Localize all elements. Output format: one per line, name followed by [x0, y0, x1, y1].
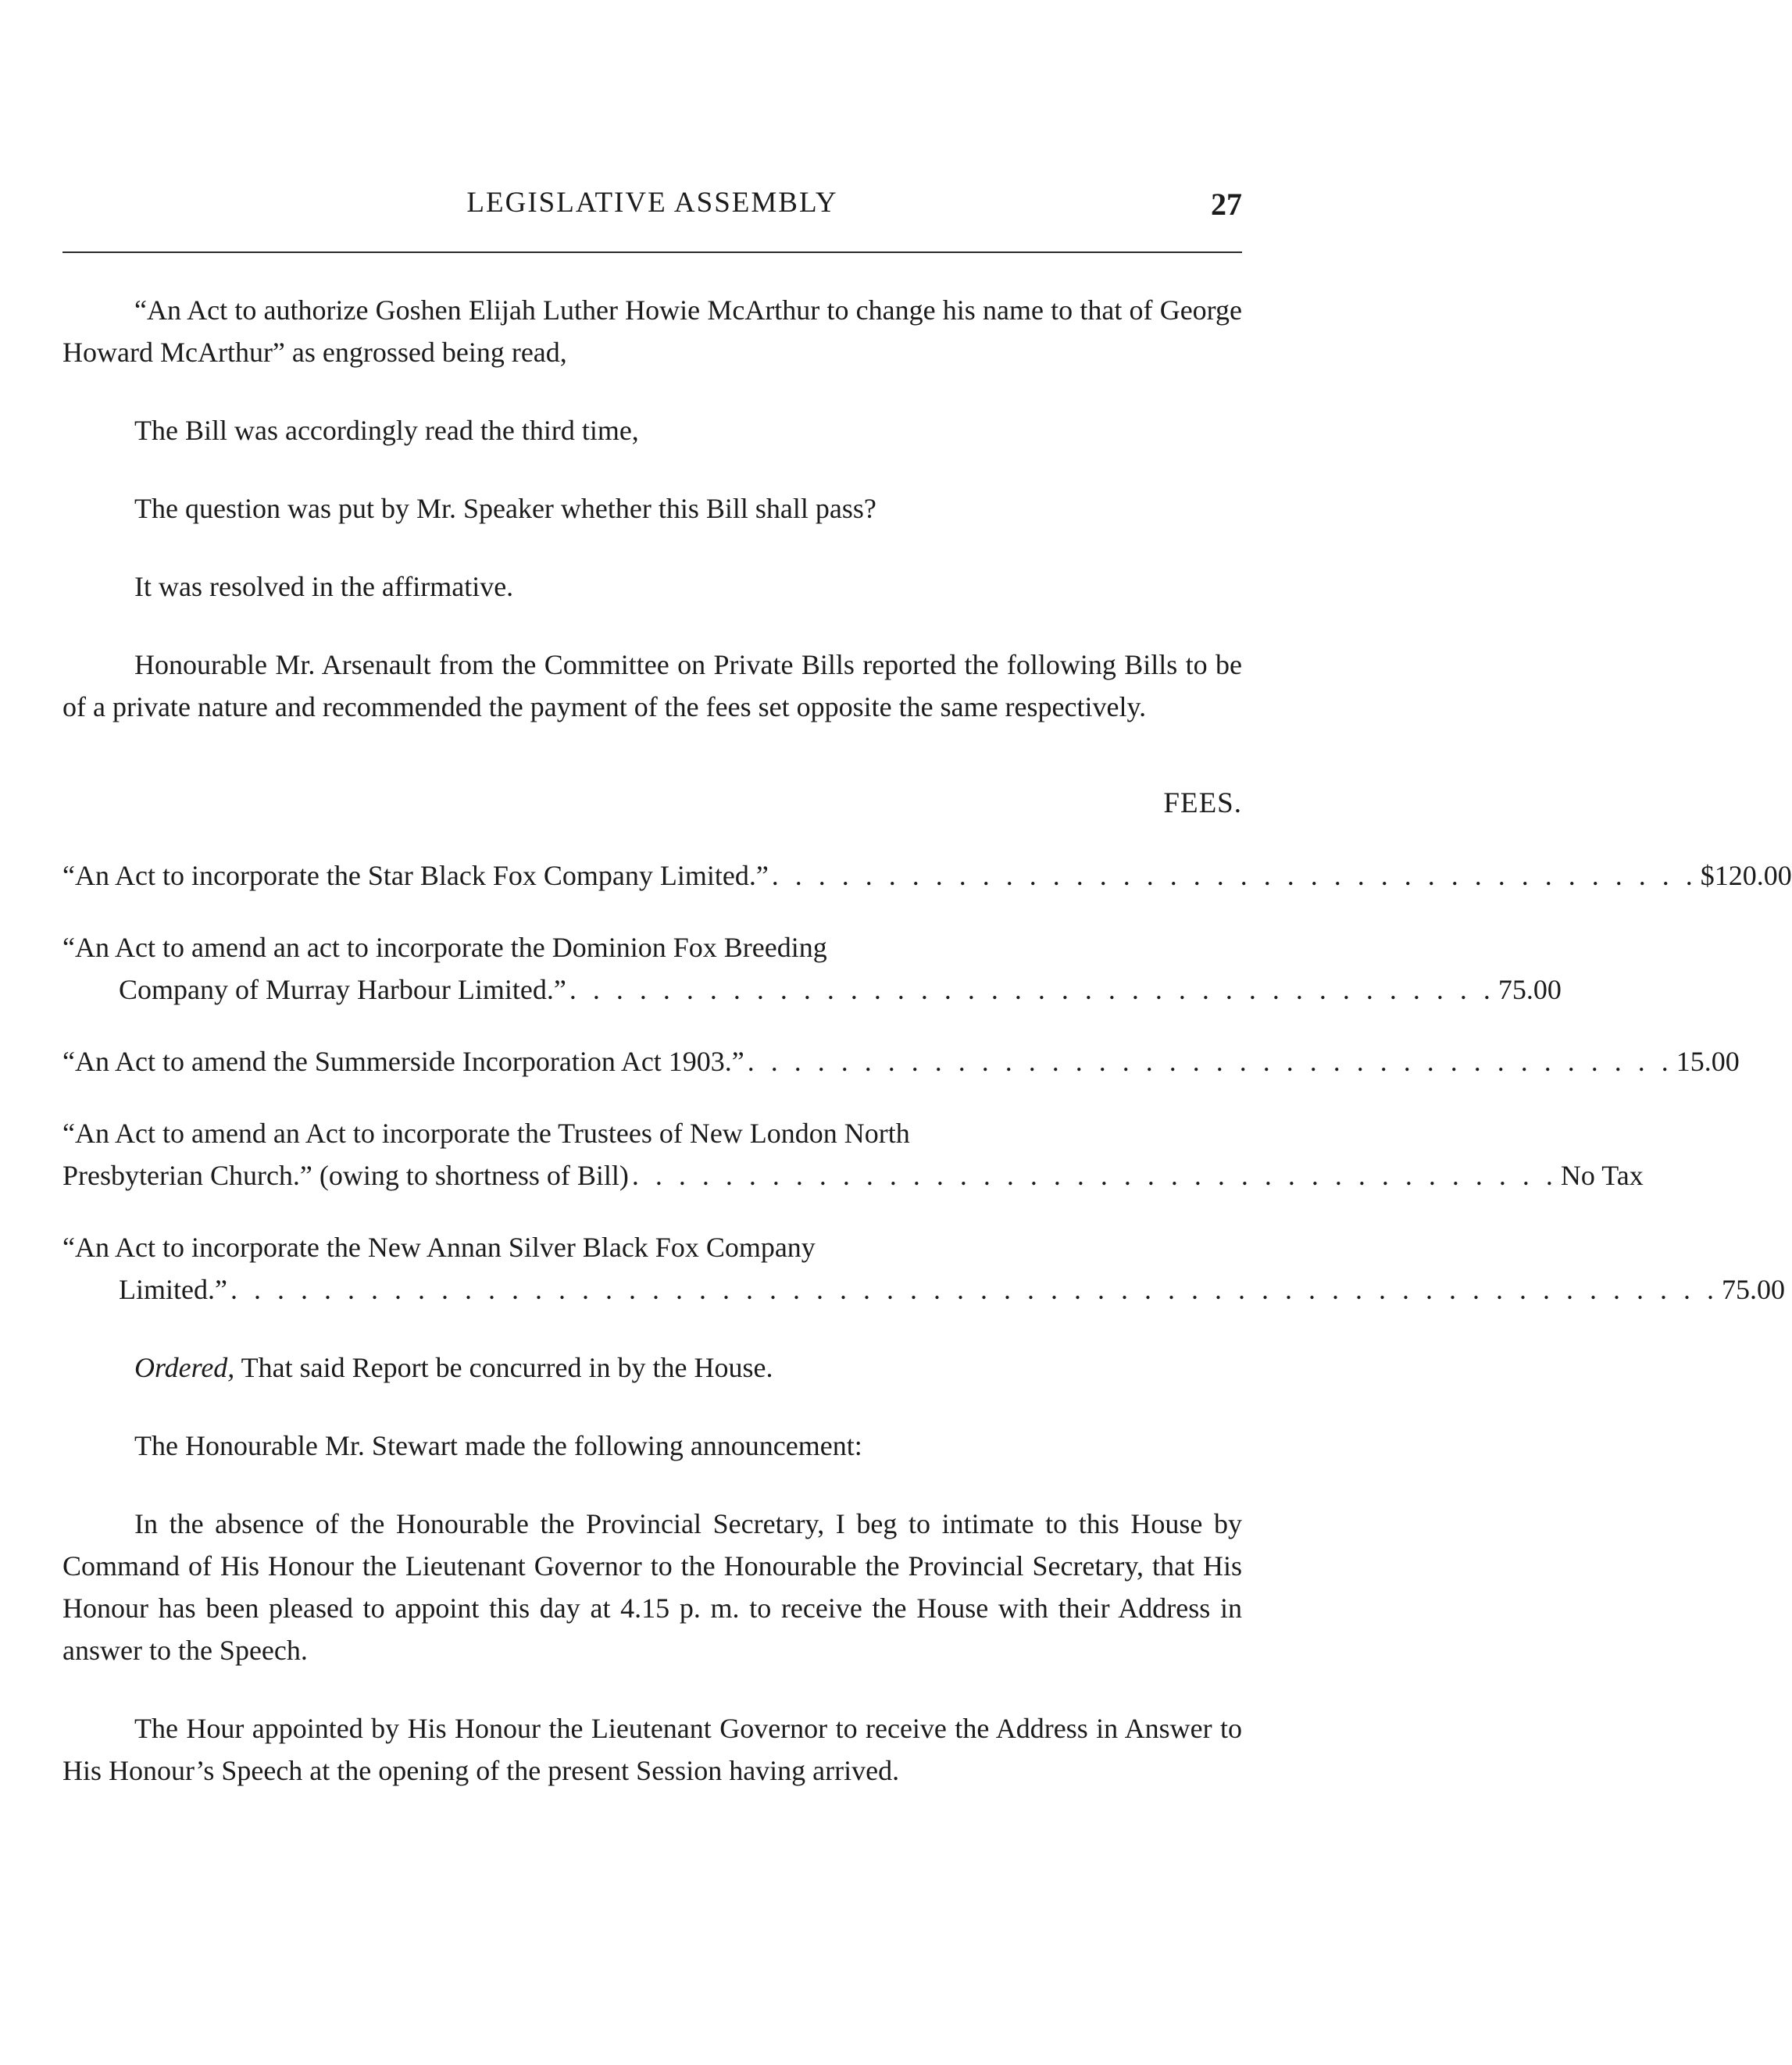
- paragraph-engrossed-bill: “An Act to authorize Goshen Elijah Luther Howie McArthur to change his name to that of George Howard McArthur” as engrossed being read,: [62, 294, 1242, 368]
- document-page: [62, 0, 1792, 2065]
- fee-item: [62, 1040, 1740, 1082]
- fee-description-first-line: “An Act to amend an act to incorporate the Dominion Fox Breeding: [62, 932, 827, 963]
- fee-amount: 75.00: [1721, 1274, 1785, 1305]
- fee-line: [62, 854, 1792, 897]
- paragraph-committee-report: Honourable Mr. Arsenault from the Committee on Private Bills reported the following Bills to be of a private nature and recommended the payment of the fees set opposite the same respectively.: [62, 649, 1242, 722]
- fee-description: Company of Murray Harbour Limited.”: [119, 974, 566, 1005]
- fee-amount: No Tax: [1560, 1160, 1644, 1191]
- header-rule: [62, 251, 1242, 253]
- fee-list: [62, 854, 1792, 1311]
- fee-item: [62, 1112, 1644, 1197]
- fee-line: [62, 1040, 1740, 1082]
- page-body: [62, 289, 1792, 1792]
- fee-description: Limited.”: [119, 1274, 227, 1305]
- fee-line: [119, 1268, 1785, 1311]
- fee-line: [62, 1154, 1644, 1197]
- fee-description: “An Act to amend the Summerside Incorporation Act 1903.”: [62, 1046, 744, 1077]
- fee-line: [119, 968, 1562, 1011]
- fee-item: [62, 1226, 1785, 1311]
- running-header: [62, 186, 1242, 223]
- fee-description-first-line: “An Act to incorporate the New Annan Silver Black Fox Company: [62, 1232, 816, 1263]
- page-number: 27: [1211, 187, 1242, 222]
- ordered-text: That said Report be concurred in by the House.: [241, 1352, 773, 1383]
- paragraph-intimation: In the absence of the Honourable the Provincial Secretary, I beg to intimate to this House by Command of His Honour the Lieutenant Governor to the Honourable the Provincial Secretary, that His Honour has been pleased to appoint this day at 4.15 p. m. to receive the House with their Address in answer to the Speech.: [62, 1508, 1242, 1666]
- dot-leader: . . . . . . . . . . . . . . . . . . . . . . . . . . . . . . . . . . . . . . . . . . . . . . . . . . . . . . . . . . . . . . . .: [230, 1274, 1719, 1305]
- paragraph-ordered: [62, 1346, 1242, 1389]
- dot-leader: . . . . . . . . . . . . . . . . . . . . . . . . . . . . . . . . . . . . . . . .: [771, 860, 1697, 891]
- fee-amount: 15.00: [1676, 1046, 1740, 1077]
- fees-heading: FEES.: [1163, 787, 1242, 819]
- ordered-label: Ordered,: [134, 1352, 235, 1383]
- dot-leader: . . . . . . . . . . . . . . . . . . . . . . . . . . . . . . . . . . . . . . . .: [569, 974, 1495, 1005]
- fee-description: Presbyterian Church.” (owing to shortness of Bill): [62, 1160, 629, 1191]
- fee-amount: 75.00: [1497, 974, 1562, 1005]
- paragraph-question: The question was put by Mr. Speaker whether this Bill shall pass?: [134, 493, 876, 524]
- paragraph-resolved: It was resolved in the affirmative.: [134, 571, 514, 602]
- paragraph-hour-arrived: The Hour appointed by His Honour the Lieutenant Governor to receive the Address in Answer to His Honour’s Speech at the opening of the present Session having arrived.: [62, 1713, 1242, 1786]
- paragraph-announcement: The Honourable Mr. Stewart made the following announcement:: [134, 1430, 862, 1461]
- header-title: LEGISLATIVE ASSEMBLY: [466, 187, 838, 219]
- dot-leader: . . . . . . . . . . . . . . . . . . . . . . . . . . . . . . . . . . . . . . . .: [747, 1046, 1673, 1077]
- dot-leader: . . . . . . . . . . . . . . . . . . . . . . . . . . . . . . . . . . . . . . . .: [631, 1160, 1558, 1191]
- fee-amount: $120.00: [1700, 860, 1792, 891]
- fee-item: [62, 854, 1792, 897]
- fee-item: [62, 926, 1562, 1011]
- paragraph-third-reading: The Bill was accordingly read the third time,: [134, 415, 639, 446]
- fee-description: “An Act to incorporate the Star Black Fox Company Limited.”: [62, 860, 769, 891]
- fee-description-first-line: “An Act to amend an Act to incorporate the Trustees of New London North: [62, 1118, 910, 1149]
